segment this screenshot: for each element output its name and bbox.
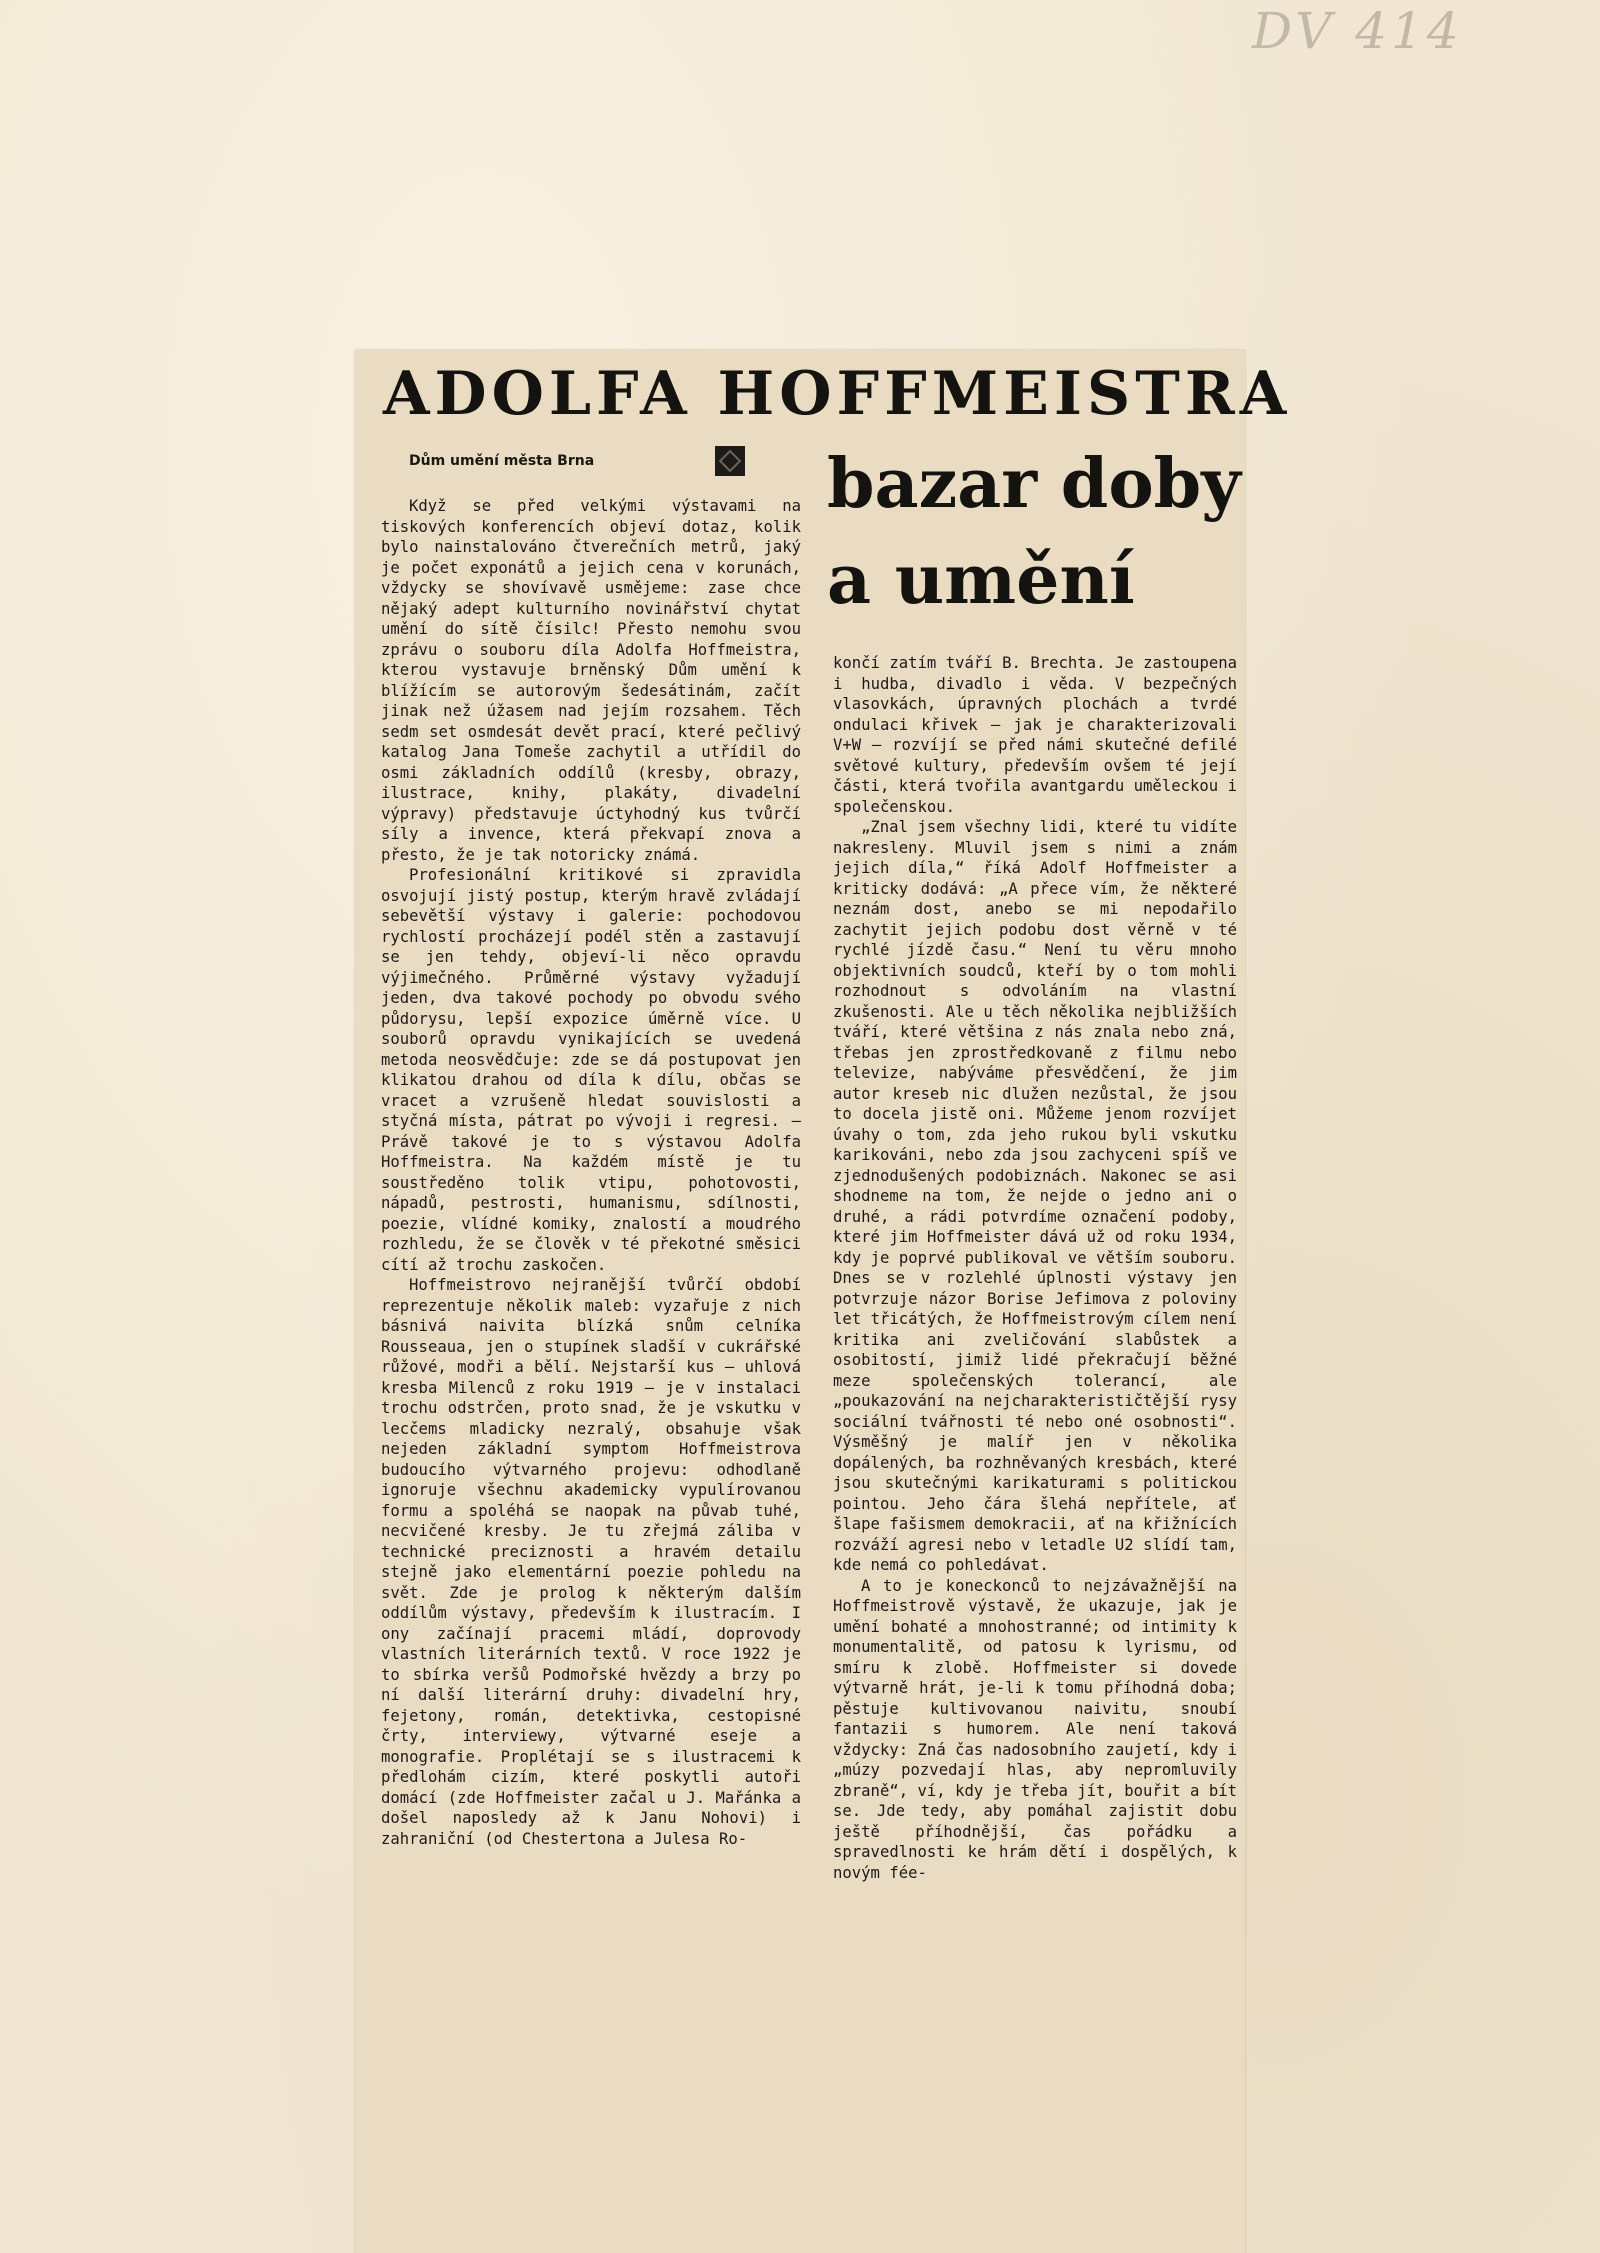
- dum-umeni-logo-icon: [715, 446, 745, 476]
- venue-line: Dům umění města Brna: [409, 453, 595, 469]
- subhead-line-1: bazar doby: [827, 444, 1241, 524]
- paragraph: Když se před velkými výstavami na tiskových konferencích objeví dotaz, kolik bylo nainstalováno čtverečních metrů, jaký je počet exponátů a jejich cena v korunách, vždycky se shovívavě usmějeme: zase chce nějaký adept kulturního novinářství chytat umění do sítě čísilc! Přesto nemohu svou zprávu o souboru díla Adolfa Hoffmeistra, kterou vystavuje brněnský Dům umění k blížícím se autorovým šedesátinám, začít jinak než úžasem nad jejím rozsahem. Těch sedm set osmdesát devět prací, které pečlivý katalog Jana Tomeše zachytil a utřídil do osmi základních oddílů (kresby, obrazy, ilustrace, knihy, plakáty, divadelní výpravy) představuje úctyhodný kus tvůrčí síly a invence, která překvapí znova a přesto, že je tak notoricky známá.: [381, 497, 801, 864]
- headline: ADOLFA HOFFMEISTRA: [383, 359, 1292, 429]
- subhead-line-2: a umění: [827, 540, 1135, 620]
- article-column-left: [381, 496, 801, 2253]
- article-column-right: [833, 653, 1237, 2253]
- paragraph: Profesionální kritikové si zpravidla osvojují jistý postup, kterým hravě zvládají sebevětší výstavy i galerie: pochodovou rychlostí procházejí podél stěn a zastavují se jen tehdy, objeví-li něco opravdu výjimečného. Průměrné výstavy vyžadují jeden, dva takové pochody po obvodu svého půdorysu, lepší expozice úměrně více. U souborů opravdu vynikajících se uvedená metoda neosvědčuje: zde se dá postupovat jen klikatou drahou od díla k dílu, občas se vracet a vzrušeně hledat souvislosti a styčná místa, pátrat po vývoji i regresi. — Právě takové je to s výstavou Adolfa Hoffmeistra. Na každém místě je tu soustředěno tolik vtipu, pohotovosti, nápadů, pestrosti, humanismu, sdílnosti, poezie, vlídné komiky, znalostí a moudrého rozhledu, že se člověk v té překotné směsici cítí až trochu zaskočen.: [381, 866, 801, 1274]
- paragraph: A to je koneckonců to nejzávažnější na Hoffmeistrově výstavě, že ukazuje, jak je umění bohaté a mnohostranné; od intimity k monumentalitě, od patosu k lyrismu, od smíru k zlobě. Hoffmeister si dovede výtvarně hrát, je-li k tomu příhodná doba; pěstuje kultivovanou naivitu, snoubí fantazii s humorem. Ale není taková vždycky: Zná čas nadosobního zaujetí, kdy i „múzy pozvedají hlas, aby nepromluvily zbraně“, ví, kdy je třeba jít, bouřit a bít se. Jde tedy, aby pomáhal zajistit dobu ještě příhodnější, čas pořádku a spravedlnosti ke hrám dětí i dospělých, k novým fée-: [833, 1576, 1237, 1882]
- paragraph: Hoffmeistrovo nejranější tvůrčí období reprezentuje několik maleb: vyzařuje z nich básnivá naivita blízká snům celníka Rousseaua, jen o stupínek sladší v cukrářské růžové, modři a bělí. Nejstarší kus — uhlová kresba Milenců z roku 1919 — je v instalaci trochu odstrčen, proto snad, že je vskutku v lecčems mladicky nezralý, obsahuje však nejeden základní symptom Hoffmeistrova budoucího výtvarného projevu: odhodlaně ignoruje všechnu akademicky vypulírovanou formu a spoléhá se naopak na půvab tuhé, necvičené kresby. Je tu zřejmá záliba v technické preciznosti a hravém detailu stejně jako elementární poezie pohledu na svět. Zde je prolog k některým dalším oddílům výstavy, především k ilustracím. I ony začínají pracemi mládí, doprovody vlastních literárních textů. V roce 1922 je to sbírka veršů Podmořské hvězdy a brzy po ní další literární druhy: divadelní hry, fejetony, román, detektivka, cestopisné črty, interviewy, výtvarné eseje a monografie. Proplétají se s ilustracemi k předlohám cizím, které poskytli autoři domácí (zde Hoffmeister začal u J. Mařánka a došel naposledy až k Janu Nohovi) i zahraniční (od Chestertona a Julesa Ro-: [381, 1276, 801, 1848]
- paragraph: „Znal jsem všechny lidi, které tu vidíte nakresleny. Mluvil jsem s nimi a znám jejich díla,“ říká Adolf Hoffmeister a kriticky dodává: „A přece vím, že některé neznám dost, anebo se mi nepodařilo zachytit jejich podobu dost věrně v té rychlé jízdě času.“ Není tu věru mnoho objektivních soudců, kteří by o tom mohli rozhodnout s odvoláním na vlastní zkušenosti. Ale u těch několika nejbližších tváří, které většina z nás znala nebo zná, třebas jen zprostředkovaně z filmu nebo televize, nabýváme přesvědčení, že jim autor kreseb nic dlužen nezůstal, že jsou to docela jistě oni. Můžeme jenom rozvíjet úvahy o tom, zda jeho rukou byli vskutku karikováni, nebo zda jsou zachyceni spíš ve zjednodušených podobiznách. Nakonec se asi shodneme na tom, že nejde o jedno ani o druhé, a rádi potvrdíme označení podoby, které jim Hoffmeister dává už od roku 1934, kdy je poprvé publikoval ve větším souboru. Dnes se v rozlehlé úplnosti výstavy jen potvrzuje názor Borise Jefimova z poloviny let třicátých, že Hoffmeistrovým cílem není kritika ani zveličování slabůstek a osobitostí, jimiž lidé překračují běžné meze společenských tolerancí, ale „poukazování na nejcharakterističtější rysy sociální tvářnosti té nebo oné osobnosti“. Výsměšný je malíř jen v několika dopálených, ba rozhněvaných kresbách, které jsou skutečnými karikaturami s politickou pointou. Jeho čára šlehá nepřítele, ať šlape fašismem demokracii, ať na křižnících rozváží agresi nebo v letadle U2 slídí tam, kde nemá co pohledávat.: [833, 818, 1237, 1574]
- archive-pencil-mark: DV 414: [1252, 2, 1463, 60]
- newspaper-clipping: [355, 350, 1292, 2253]
- paragraph: končí zatím tváří B. Brechta. Je zastoupena i hudba, divadlo i věda. V bezpečných vlasovkách, úpravných plochách a tvrdé ondulaci křivek — jak je charakterizovali V+W — rozvíjí se před námi skutečné defilé světové kultury, především ovšem té její části, která tvořila avantgardu uměleckou i společenskou.: [833, 654, 1237, 816]
